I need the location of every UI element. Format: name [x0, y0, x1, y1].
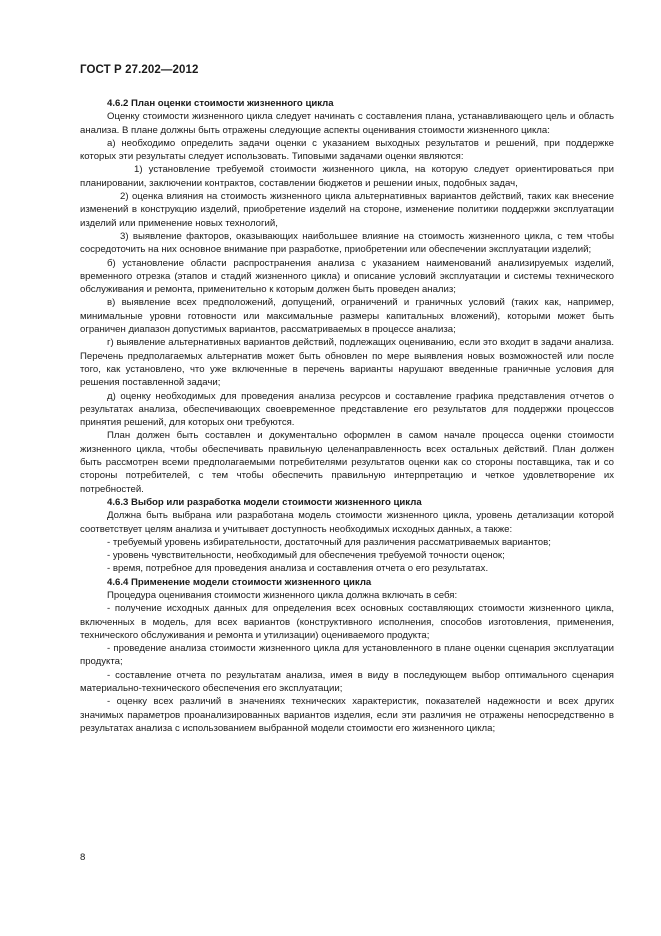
paragraph: - проведение анализа стоимости жизненного цикла для установленного в плане оценки сценария эксплуатации продукта; [80, 643, 614, 668]
paragraph: План должен быть составлен и документально оформлен в самом начале процесса оценки стоимости жизненного цикла, чтобы обеспечивать правильную целенаправленность всех остальных действий. План должен быть рассмотрен всеми предполагаемыми потребителями результатов оценки как со стороны поставщика, так и со стороны потребителей, с тем чтобы обеспечить правильную интерпретацию и четкое удовлетворение их потребностей. [80, 430, 614, 495]
page-content [80, 97, 614, 735]
page-number: 8 [80, 852, 86, 863]
page-header: ГОСТ Р 27.202—2012 [80, 64, 199, 76]
paragraph: - получение исходных данных для определения всех основных составляющих стоимости жизненного цикла, включенных в модель, для всех вариантов (конструктивного исполнения, способов изготовления, применения, технического обслуживания и ремонта и утилизации) оцениваемого продукта; [80, 603, 614, 641]
section-heading: 4.6.2 План оценки стоимости жизненного цикла [107, 98, 334, 109]
paragraph: Процедура оценивания стоимости жизненного цикла должна включать в себя: [107, 589, 458, 601]
paragraph: в) выявление всех предположений, допущений, ограничений и граничных условий (таких как, например, минимальные уровни готовности или максимальные размеры капитальных вложений), которыми может быть ограничен диапазон допустимых вариантов, рассматриваемых в процессе анализа; [80, 297, 614, 336]
paragraph: - оценку всех различий в значениях технических характеристик, показателей надежности и всех других значимых параметров проанализированных вариантов изделия, если эти различия не отражены непосредственно в результатах анализа с использованием выбранной модели стоимости его жизненного цикла; [80, 696, 614, 734]
paragraph: Должна быть выбрана или разработана модель стоимости жизненного цикла, уровень детализации которой соответствует целям анализа и учитывает доступность необходимых исходных данных, а также: [80, 510, 614, 535]
paragraph: - уровень чувствительности, необходимый для обеспечения требуемой точности оценок; [107, 550, 505, 562]
section-heading: 4.6.3 Выбор или разработка модели стоимости жизненного цикла [107, 496, 422, 508]
list-item: 1) установление требуемой стоимости жизненного цикла, на которую следует ориентироваться при планировании, заключении контрактов, составлении бюджетов и решении иных, подобных задач, [80, 164, 614, 189]
paragraph: а) необходимо определить задачи оценки с указанием выходных результатов и решений, при поддержке которых эти результаты следует использовать. Типовыми задачами оценки являются: [80, 137, 614, 163]
paragraph: - составление отчета по результатам анализа, имея в виду в последующем выбор оптимального сценария материально-технического обеспечения его эксплуатации; [80, 669, 614, 695]
section-heading: 4.6.4 Применение модели стоимости жизненного цикла [107, 576, 372, 588]
list-item: 3) выявление факторов, оказывающих наибольшее влияние на стоимость жизненного цикла, с тем чтобы сосредоточить на них основное внимание при разработке, приобретении или обеспечении эксплуатации изделий; [80, 230, 614, 256]
paragraph: - время, потребное для проведения анализа и составления отчета о его результатах. [107, 563, 489, 575]
paragraph: Оценку стоимости жизненного цикла следует начинать с составления плана, устанавливающего цель и область анализа. В плане должны быть отражены следующие аспекты оценивания стоимости жизненного цикла: [80, 111, 614, 136]
paragraph: - требуемый уровень избирательности, достаточный для различения рассматриваемых вариантов; [107, 536, 551, 548]
list-item: 2) оценка влияния на стоимость жизненного цикла альтернативных вариантов действий, таких как внесение изменений в конструкцию изделий, приобретение изделий на стороне, изменение политики поддержки эксплуатации изделий или применение новых технологий, [80, 191, 614, 229]
paragraph: б) установление области распространения анализа с указанием наименований анализируемых изделий, временного отрезка (этапов и стадий жизненного цикла) и описание условий эксплуатации и системы технического обслуживания и ремонта, применительно к которым должен быть проведен анализ; [80, 257, 614, 296]
paragraph: г) выявление альтернативных вариантов действий, подлежащих оцениванию, если это входит в задачи анализа. Перечень предполагаемых альтернатив может быть обновлен по мере выявления новых возможностей или после того, как установлено, что уже включенные в перечень варианты нарушают введенные граничные условия для решения поставленной задачи; [80, 337, 614, 389]
paragraph: д) оценку необходимых для проведения анализа ресурсов и составление графика представления отчетов о результатах анализа, обеспечивающих своевременное представление его результатов для поддержки процессов принятия решений, для которых они требуются. [80, 390, 614, 429]
